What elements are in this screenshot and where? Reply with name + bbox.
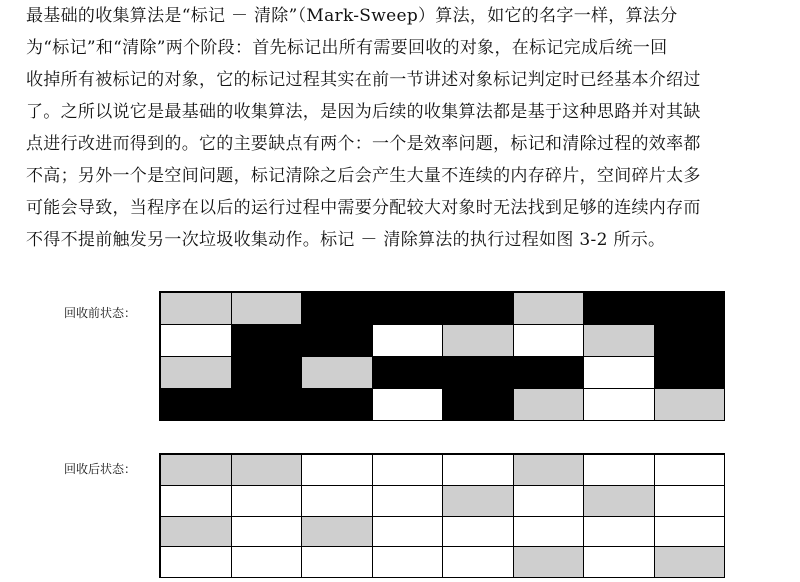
before-block-r4-c5 bbox=[442, 388, 514, 421]
after-block-r1-c5 bbox=[442, 454, 514, 486]
before-block-r3-c1 bbox=[160, 356, 232, 389]
after-block-r1-c6 bbox=[513, 454, 585, 486]
paragraph-line-4: 了。之所以说它是最基础的收集算法，是因为后续的收集算法都是基于这种思路并对其缺 bbox=[26, 102, 701, 122]
before-block-r3-c8 bbox=[654, 356, 726, 389]
after-block-r2-c5 bbox=[442, 485, 514, 517]
before-block-r4-c8 bbox=[654, 388, 726, 421]
after-block-r2-c3 bbox=[301, 485, 373, 517]
before-block-r3-c6 bbox=[513, 356, 585, 389]
memory-grid-after bbox=[159, 453, 725, 578]
before-block-r2-c5 bbox=[442, 324, 514, 357]
after-block-r1-c4 bbox=[372, 454, 444, 486]
after-block-r1-c3 bbox=[301, 454, 373, 486]
after-block-r4-c7 bbox=[583, 546, 655, 578]
before-block-r1-c2 bbox=[231, 292, 303, 325]
after-block-r3-c4 bbox=[372, 516, 444, 548]
before-block-r4-c6 bbox=[513, 388, 585, 421]
before-block-r2-c8 bbox=[654, 324, 726, 357]
before-block-r2-c7 bbox=[583, 324, 655, 357]
before-block-r3-c4 bbox=[372, 356, 444, 389]
after-block-r1-c8 bbox=[654, 454, 726, 486]
before-block-r1-c8 bbox=[654, 292, 726, 325]
before-state-label: 回收前状态： bbox=[64, 306, 137, 320]
before-block-r4-c2 bbox=[231, 388, 303, 421]
before-block-r2-c4 bbox=[372, 324, 444, 357]
after-block-r2-c1 bbox=[160, 485, 232, 517]
paragraph-line-8: 不得不提前触发另一次垃圾收集动作。标记 － 清除算法的执行过程如图 3-2 所示。 bbox=[26, 230, 666, 250]
after-block-r4-c1 bbox=[160, 546, 232, 578]
paragraph-line-3: 收掉所有被标记的对象，它的标记过程其实在前一节讲述对象标记判定时已经基本介绍过 bbox=[26, 70, 701, 90]
before-block-r1-c5 bbox=[442, 292, 514, 325]
before-block-r1-c1 bbox=[160, 292, 232, 325]
after-block-r4-c2 bbox=[231, 546, 303, 578]
after-state-label: 回收后状态： bbox=[64, 462, 137, 476]
before-block-r3-c7 bbox=[583, 356, 655, 389]
before-block-r3-c2 bbox=[231, 356, 303, 389]
paragraph-line-1: 最基础的收集算法是“标记 － 清除”（Mark-Sweep）算法，如它的名字一样，算法分 bbox=[26, 6, 678, 26]
paragraph-line-2: 为“标记”和“清除”两个阶段：首先标记出所有需要回收的对象，在标记完成后统一回 bbox=[26, 38, 668, 58]
after-block-r3-c1 bbox=[160, 516, 232, 548]
paragraph-line-7: 可能会导致，当程序在以后的运行过程中需要分配较大对象时无法找到足够的连续内存而 bbox=[26, 198, 701, 218]
after-block-r1-c1 bbox=[160, 454, 232, 486]
before-block-r2-c1 bbox=[160, 324, 232, 357]
before-block-r1-c6 bbox=[513, 292, 585, 325]
before-block-r1-c4 bbox=[372, 292, 444, 325]
after-block-r2-c2 bbox=[231, 485, 303, 517]
after-block-r3-c8 bbox=[654, 516, 726, 548]
before-block-r1-c3 bbox=[301, 292, 373, 325]
after-block-r3-c5 bbox=[442, 516, 514, 548]
paragraph-line-6: 不高；另外一个是空间问题，标记清除之后会产生大量不连续的内存碎片，空间碎片太多 bbox=[26, 166, 701, 186]
before-block-r3-c3 bbox=[301, 356, 373, 389]
after-block-r2-c4 bbox=[372, 485, 444, 517]
after-block-r3-c7 bbox=[583, 516, 655, 548]
after-block-r4-c4 bbox=[372, 546, 444, 578]
after-block-r2-c6 bbox=[513, 485, 585, 517]
before-block-r1-c7 bbox=[583, 292, 655, 325]
before-block-r2-c2 bbox=[231, 324, 303, 357]
before-block-r2-c6 bbox=[513, 324, 585, 357]
after-block-r4-c8 bbox=[654, 546, 726, 578]
before-block-r4-c3 bbox=[301, 388, 373, 421]
after-block-r2-c7 bbox=[583, 485, 655, 517]
after-block-r1-c7 bbox=[583, 454, 655, 486]
after-block-r3-c6 bbox=[513, 516, 585, 548]
after-block-r1-c2 bbox=[231, 454, 303, 486]
after-block-r4-c6 bbox=[513, 546, 585, 578]
before-block-r4-c1 bbox=[160, 388, 232, 421]
after-block-r4-c3 bbox=[301, 546, 373, 578]
before-block-r4-c4 bbox=[372, 388, 444, 421]
before-block-r2-c3 bbox=[301, 324, 373, 357]
after-block-r3-c2 bbox=[231, 516, 303, 548]
after-block-r2-c8 bbox=[654, 485, 726, 517]
before-block-r4-c7 bbox=[583, 388, 655, 421]
after-block-r4-c5 bbox=[442, 546, 514, 578]
body-paragraph bbox=[26, 0, 778, 256]
paragraph-line-5: 点进行改进而得到的。它的主要缺点有两个：一个是效率问题，标记和清除过程的效率都 bbox=[26, 134, 701, 154]
memory-grid-before bbox=[159, 291, 725, 421]
before-block-r3-c5 bbox=[442, 356, 514, 389]
after-block-r3-c3 bbox=[301, 516, 373, 548]
